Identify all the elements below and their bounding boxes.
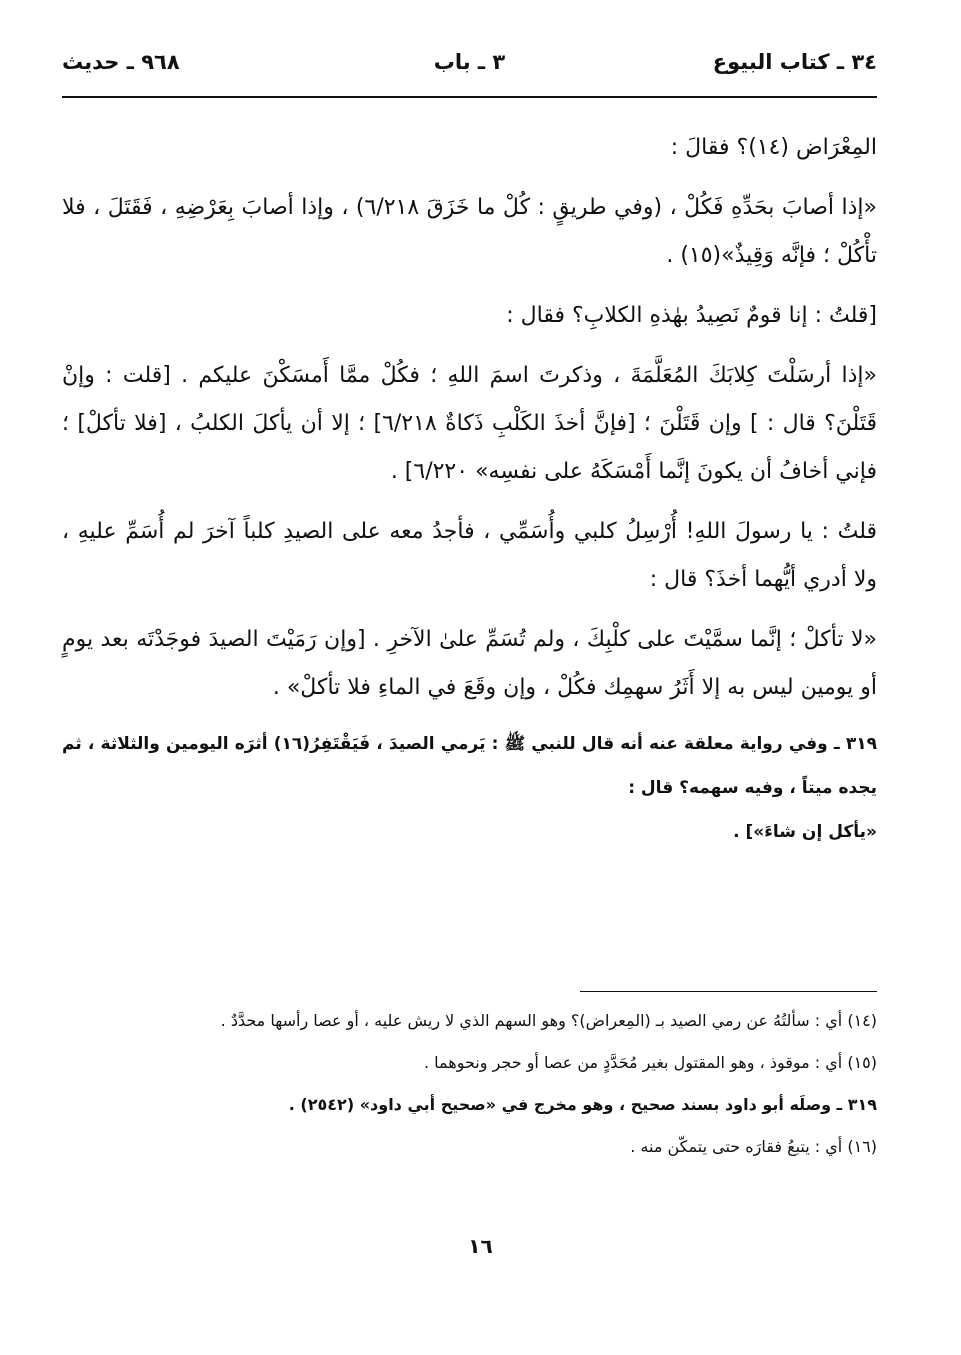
main-text [62, 124, 877, 854]
header-section: ٣ ـ باب [433, 50, 506, 74]
page-number: ١٦ [468, 1234, 493, 1258]
paragraph: المِعْرَاض (١٤)؟ فقالَ : [670, 135, 877, 160]
footnotes [62, 1004, 877, 1172]
footnote-14: (١٤) أي : سألتُهُ عن رمي الصيد بـ (المِعراض)؟ وهو السهم الذي لا ريش عليه ، أو عصا رأسها محدَّدٌ . [220, 1011, 877, 1030]
running-header [62, 50, 877, 90]
footnote-rule [580, 991, 877, 992]
paragraph: قلتُ : يا رسولَ اللهِ! أُرْسِلُ كلبي وأُسَمِّي ، فأجدُ معه على الصيدِ كلباً آخرَ لم أُسَمِّ عليهِ ، ولا أدري أيُّهما أخذَ؟ قال : [62, 519, 877, 592]
header-hadith-number: ٩٦٨ ـ حديث [62, 50, 180, 74]
header-chapter: ٣٤ ـ كتاب البيوع [712, 50, 877, 74]
paragraph: «لا تأكلْ ؛ إنَّما سمَّيْتَ على كلْبِكَ ، ولم تُسَمِّ علىٰ الآخرِ . [وإن رَمَيْتَ الصيدَ فوجَدْتَه بعد يومٍ أو يومين ليس به إلا أَثَرُ سهمِك فكُلْ ، وإن وقَعَ في الماءِ فلا تأكلْ» . [62, 627, 877, 700]
hadith-319: ٣١٩ ـ وفي رواية معلقة عنه أنه قال للنبي ﷺ : يَرمي الصيدَ ، فَيَقْتَفِرُ(١٦) أثرَه اليومين والثلاثة ، ثم يجده ميتاً ، وفيه سهمه؟ قال : [62, 734, 877, 798]
paragraph: [قلتُ : إنا قومٌ نَصِيدُ بهٰذهِ الكلابِ؟ فقال : [506, 303, 877, 328]
footnote-319: ٣١٩ ـ وصلَه أبو داود بسند صحيح ، وهو مخرج في «صحيح أبي داود» (٢٥٤٢) . [288, 1095, 877, 1114]
footnote-16: (١٦) أي : يتبعُ فقارَه حتى يتمكّن منه . [630, 1137, 877, 1156]
paragraph: «إذا أصابَ بحَدِّهِ فَكُلْ ، (وفي طريقٍ : كُلْ ما خَزَقَ ٦/٢١٨) ، وإذا أصابَ بِعَرْضِهِ ، فَقَتَلَ ، فلا تأْكُلْ ؛ فإنَّه وَقِيذٌ»(١٥) . [62, 195, 878, 268]
paragraph: «إذا أرسَلْتَ كِلابَكَ المُعَلَّمَةَ ، وذكرتَ اسمَ اللهِ ؛ فكُلْ ممَّا أَمسَكْنَ عليكم . [قلت : وإنْ قَتَلْنَ؟ قال : ] وإن قَتَلْنَ ؛ [فإنَّ أخذَ الكَلْبِ ذَكاةٌ ٦/٢١٨] ؛ إلا أن يأكلَ الكلبُ ، [فلا تأكلْ] ؛ فإني أخافُ أن يكونَ إنَّما أَمْسَكَهُ على نفسِه» ٦/٢٢٠] . [62, 363, 877, 484]
hadith-319-answer: «يأكل إن شاءَ»] . [733, 822, 877, 842]
footnote-15: (١٥) أي : موقوذ ، وهو المقتول بغير مُحَدَّدٍ من عصا أو حجر ونحوهما . [423, 1053, 877, 1072]
header-rule [62, 96, 877, 98]
